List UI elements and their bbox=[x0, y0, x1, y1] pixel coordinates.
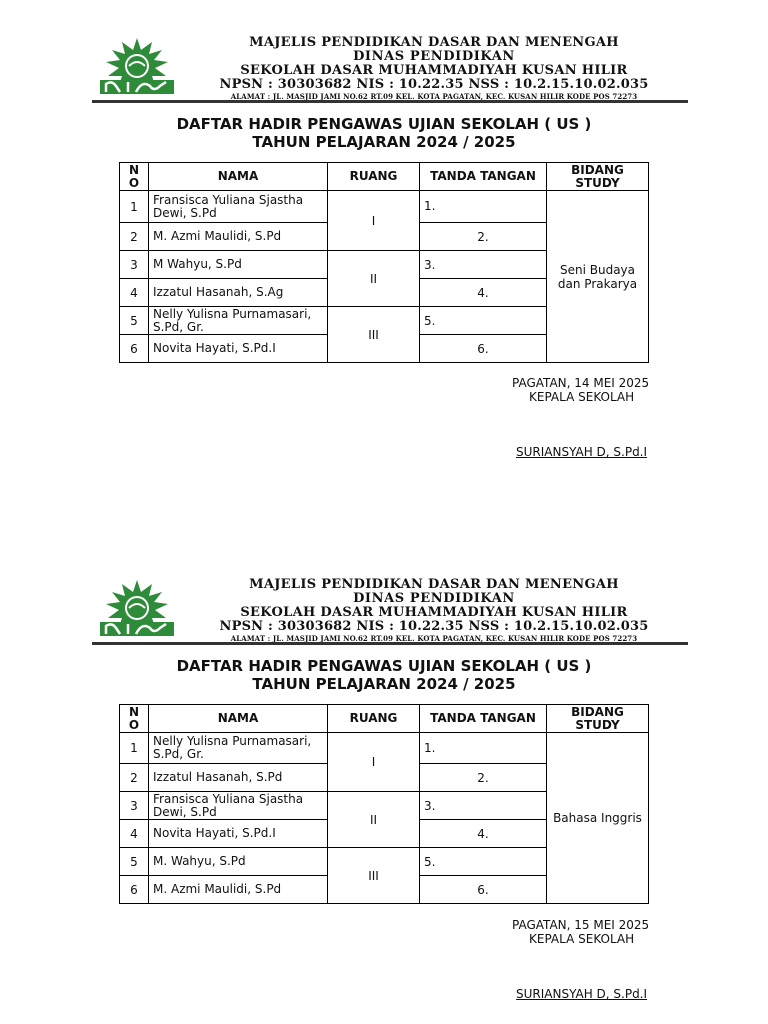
letterhead-rule bbox=[92, 642, 688, 645]
signature-slot: 3. bbox=[420, 251, 547, 279]
letterhead bbox=[92, 578, 688, 644]
signature-block bbox=[512, 376, 649, 404]
row-ruang: I bbox=[328, 191, 420, 251]
title-line-1: DAFTAR HADIR PENGAWAS UJIAN SEKOLAH ( US ) bbox=[176, 115, 592, 133]
col-ruang-header: RUANG bbox=[328, 705, 420, 733]
row-no: 6 bbox=[120, 335, 149, 363]
row-nama: Izzatul Hasanah, S.Pd bbox=[149, 764, 328, 792]
col-tanda-header: TANDA TANGAN bbox=[420, 163, 547, 191]
letterhead-line-2: DINAS PENDIDIKAN bbox=[353, 591, 515, 606]
col-nama-header: NAMA bbox=[149, 163, 328, 191]
row-no: 4 bbox=[120, 820, 149, 848]
principal-name: SURIANSYAH D, S.Pd.I bbox=[516, 987, 648, 1001]
row-nama: M Wahyu, S.Pd bbox=[149, 251, 328, 279]
attendance-table bbox=[119, 162, 649, 363]
row-nama: Nelly Yulisna Purnamasari, S.Pd, Gr. bbox=[149, 307, 328, 335]
letterhead-line-4: NPSN : 30303682 NIS : 10.22.35 NSS : 10.2.15.10.02.035 bbox=[219, 619, 649, 634]
signature-slot: 1. bbox=[420, 733, 547, 764]
col-tanda-header: TANDA TANGAN bbox=[420, 705, 547, 733]
table-row bbox=[120, 733, 649, 764]
row-nama: Novita Hayati, S.Pd.I bbox=[149, 820, 328, 848]
row-no: 4 bbox=[120, 279, 149, 307]
row-nama: Nelly Yulisna Purnamasari, S.Pd, Gr. bbox=[149, 733, 328, 764]
document-title bbox=[0, 115, 768, 151]
letterhead-line-1: MAJELIS PENDIDIKAN DASAR DAN MENENGAH bbox=[249, 577, 619, 592]
signature-slot: 6. bbox=[420, 335, 547, 363]
row-no: 5 bbox=[120, 307, 149, 335]
signature-slot: 2. bbox=[420, 223, 547, 251]
letterhead-line-1: MAJELIS PENDIDIKAN DASAR DAN MENENGAH bbox=[249, 35, 619, 50]
row-ruang: II bbox=[328, 251, 420, 307]
row-ruang: III bbox=[328, 848, 420, 904]
letterhead-line-3: SEKOLAH DASAR MUHAMMADIYAH KUSAN HILIR bbox=[240, 63, 628, 78]
row-nama: M. Wahyu, S.Pd bbox=[149, 848, 328, 876]
principal-name: SURIANSYAH D, S.Pd.I bbox=[516, 445, 648, 459]
row-no: 1 bbox=[120, 191, 149, 223]
row-nama: M. Azmi Maulidi, S.Pd bbox=[149, 876, 328, 904]
letterhead-line-4: NPSN : 30303682 NIS : 10.22.35 NSS : 10.2.15.10.02.035 bbox=[219, 77, 649, 92]
signature-slot: 4. bbox=[420, 279, 547, 307]
place-date: PAGATAN, 14 MEI 2025 bbox=[512, 376, 650, 390]
row-no: 6 bbox=[120, 876, 149, 904]
letterhead-address: ALAMAT : JL. MASJID JAMI NO.62 RT.09 KEL. KOTA PAGATAN, KEC. KUSAN HILIR KODE POS 72273 bbox=[230, 634, 638, 643]
signature-slot: 1. bbox=[420, 191, 547, 223]
subject-cell: Bahasa Inggris bbox=[547, 733, 649, 904]
row-no: 3 bbox=[120, 251, 149, 279]
signature-slot: 3. bbox=[420, 792, 547, 820]
row-no: 3 bbox=[120, 792, 149, 820]
principal-title: KEPALA SEKOLAH bbox=[529, 932, 635, 946]
row-nama: Fransisca Yuliana Sjastha Dewi, S.Pd bbox=[149, 191, 328, 223]
row-nama: Novita Hayati, S.Pd.I bbox=[149, 335, 328, 363]
letterhead-line-3: SEKOLAH DASAR MUHAMMADIYAH KUSAN HILIR bbox=[240, 605, 628, 620]
row-no: 5 bbox=[120, 848, 149, 876]
row-nama: M. Azmi Maulidi, S.Pd bbox=[149, 223, 328, 251]
subject-cell: Seni Budaya dan Prakarya bbox=[547, 191, 649, 363]
col-no-header: N O bbox=[120, 163, 149, 191]
document-title bbox=[0, 657, 768, 693]
row-ruang: III bbox=[328, 307, 420, 363]
row-ruang: II bbox=[328, 792, 420, 848]
muhammadiyah-logo-icon bbox=[92, 578, 182, 642]
letterhead bbox=[92, 36, 688, 102]
place-date: PAGATAN, 15 MEI 2025 bbox=[512, 918, 650, 932]
row-no: 2 bbox=[120, 223, 149, 251]
letterhead-rule bbox=[92, 100, 688, 103]
row-ruang: I bbox=[328, 733, 420, 792]
letterhead-line-2: DINAS PENDIDIKAN bbox=[353, 49, 515, 64]
title-line-2: TAHUN PELAJARAN 2024 / 2025 bbox=[252, 675, 516, 693]
col-bidang-header: BIDANG STUDY bbox=[547, 705, 649, 733]
signature-block bbox=[512, 918, 649, 946]
signature-slot: 5. bbox=[420, 848, 547, 876]
muhammadiyah-logo-icon bbox=[92, 36, 182, 100]
table-row bbox=[120, 191, 649, 223]
title-line-2: TAHUN PELAJARAN 2024 / 2025 bbox=[252, 133, 516, 151]
signature-slot: 5. bbox=[420, 307, 547, 335]
signature-slot: 4. bbox=[420, 820, 547, 848]
signature-slot: 6. bbox=[420, 876, 547, 904]
row-no: 2 bbox=[120, 764, 149, 792]
signature-slot: 2. bbox=[420, 764, 547, 792]
row-nama: Fransisca Yuliana Sjastha Dewi, S.Pd bbox=[149, 792, 328, 820]
col-no-header: N O bbox=[120, 705, 149, 733]
title-line-1: DAFTAR HADIR PENGAWAS UJIAN SEKOLAH ( US ) bbox=[176, 657, 592, 675]
letterhead-text bbox=[184, 36, 684, 101]
row-no: 1 bbox=[120, 733, 149, 764]
letterhead-address: ALAMAT : JL. MASJID JAMI NO.62 RT.09 KEL. KOTA PAGATAN, KEC. KUSAN HILIR KODE POS 72273 bbox=[230, 92, 638, 101]
principal-title: KEPALA SEKOLAH bbox=[529, 390, 635, 404]
col-bidang-header: BIDANG STUDY bbox=[547, 163, 649, 191]
attendance-table bbox=[119, 704, 649, 904]
letterhead-text bbox=[184, 578, 684, 643]
col-ruang-header: RUANG bbox=[328, 163, 420, 191]
col-nama-header: NAMA bbox=[149, 705, 328, 733]
row-nama: Izzatul Hasanah, S.Ag bbox=[149, 279, 328, 307]
